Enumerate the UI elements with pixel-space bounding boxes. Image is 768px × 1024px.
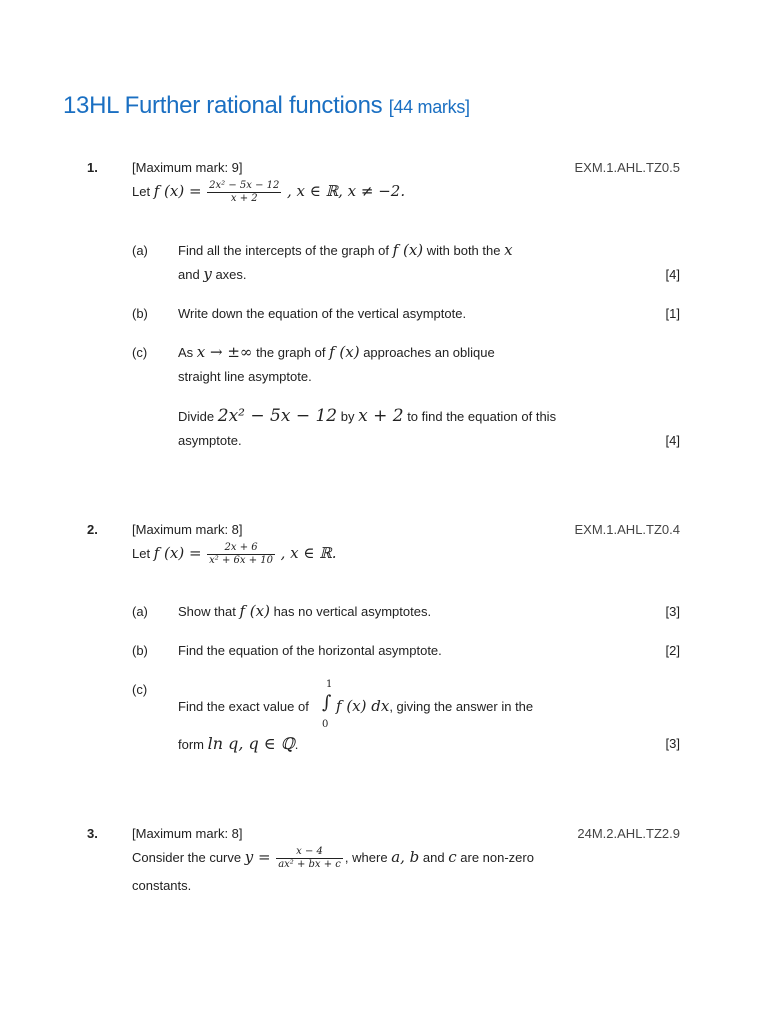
part-1c-line3 — [178, 406, 556, 426]
question-3-max-mark: [Maximum mark: 8] — [132, 826, 243, 841]
math-integrand: f (x) dx — [336, 697, 390, 715]
math-answer-form: ln q, q ∈ ℚ — [207, 734, 295, 753]
question-3-line1 — [132, 846, 534, 871]
intro-domain: , x ∈ ℝ. — [280, 543, 337, 562]
math-y: y — [203, 265, 212, 283]
intro-let: Let — [132, 545, 151, 561]
curve-fraction — [276, 846, 343, 871]
intro-fraction — [207, 180, 281, 205]
question-3-code: 24M.2.AHL.TZ2.9 — [577, 826, 680, 841]
part-2c-line1-rest — [336, 697, 533, 715]
math-fx: f (x) — [392, 241, 424, 259]
part-2c-marks: [3] — [665, 736, 680, 751]
math-c: c — [448, 847, 457, 866]
fraction-numerator: x − 4 — [276, 846, 343, 859]
intro-let: Let — [132, 183, 151, 199]
text: Consider the curve — [132, 849, 242, 865]
intro-fraction — [207, 542, 275, 567]
part-label: (b) — [132, 643, 148, 658]
text: , where — [344, 849, 388, 865]
question-3-line2: constants. — [132, 878, 192, 893]
math-limit: x → ±∞ — [196, 343, 253, 361]
question-1-number: 1. — [87, 160, 98, 175]
text: to find the equation of this — [407, 409, 557, 424]
text: the graph of — [256, 345, 326, 360]
math-fx: f (x) — [239, 602, 270, 620]
math-ab: a, b — [391, 847, 420, 866]
text: by — [340, 409, 355, 424]
math-y: y = — [244, 847, 271, 866]
integral-sign: ∫ — [322, 692, 332, 713]
question-1-max-mark: [Maximum mark: 9] — [132, 160, 243, 175]
part-label: (b) — [132, 306, 148, 321]
question-2-code: EXM.1.AHL.TZ0.4 — [574, 522, 680, 537]
part-label: (c) — [132, 682, 148, 697]
text: Divide — [178, 409, 215, 424]
question-2-max-mark: [Maximum mark: 8] — [132, 522, 243, 537]
text: Show that — [178, 604, 236, 619]
part-label: (a) — [132, 604, 148, 619]
part-2c-line2 — [178, 734, 298, 753]
part-1a-line2 — [178, 265, 247, 283]
part-1b-marks: [1] — [665, 306, 680, 321]
part-1c-line1 — [178, 343, 495, 361]
text: are non-zero — [460, 849, 534, 865]
text: and — [178, 267, 200, 282]
math-divisor: x + 2 — [358, 406, 404, 426]
question-1-code: EXM.1.AHL.TZ0.5 — [574, 160, 680, 175]
part-2a-text — [178, 602, 431, 620]
math-x: x — [504, 241, 513, 259]
integral-lower-limit: 0 — [322, 719, 329, 730]
text: approaches an oblique — [363, 345, 495, 360]
part-2b-text: Find the equation of the horizontal asymptote. — [178, 643, 442, 658]
text: and — [422, 849, 445, 865]
part-1a-marks: [4] — [665, 267, 680, 282]
intro-domain: , x ∈ ℝ, x ≠ −2. — [287, 181, 406, 200]
part-1c-line4: asymptote. — [178, 433, 242, 448]
fraction-numerator: 2x + 6 — [207, 542, 275, 555]
question-3-number: 3. — [87, 826, 98, 841]
title-text: 13HL Further rational functions — [63, 92, 383, 119]
text: axes. — [215, 267, 247, 282]
math-fx: f (x) — [329, 343, 360, 361]
integral-upper-limit: 1 — [326, 679, 333, 690]
text: with both the — [426, 243, 501, 258]
intro-func: f (x) = — [153, 543, 202, 562]
fraction-numerator: 2x² − 5x − 12 — [209, 180, 280, 191]
part-2a-marks: [3] — [665, 604, 680, 619]
part-1c-line2: straight line asymptote. — [178, 369, 312, 384]
question-2-intro — [132, 542, 337, 567]
intro-func: f (x) = — [153, 181, 202, 200]
text: Find all the intercepts of the graph of — [178, 243, 390, 258]
fraction-denominator: x + 2 — [230, 193, 258, 204]
part-1b-text: Write down the equation of the vertical asymptote. — [178, 306, 467, 321]
part-1a-line1 — [178, 241, 513, 259]
part-2c-line1-text: Find the exact value of — [178, 699, 309, 714]
text: , giving the answer in the — [389, 699, 534, 714]
math-dividend: 2x² − 5x − 12 — [217, 406, 338, 426]
text: . — [294, 737, 299, 752]
text: has no vertical asymptotes. — [273, 604, 432, 619]
fraction-denominator: x² + 6x + 10 — [209, 555, 274, 566]
page-title — [63, 92, 470, 120]
fraction-denominator: ax² + bx + c — [278, 859, 341, 870]
part-2b-marks: [2] — [665, 643, 680, 658]
part-label: (a) — [132, 243, 148, 258]
text: form — [178, 737, 204, 752]
part-1c-marks: [4] — [665, 433, 680, 448]
text: As — [178, 345, 194, 360]
question-2-number: 2. — [87, 522, 98, 537]
question-1-intro — [132, 180, 405, 205]
total-marks: [44 marks] — [388, 97, 470, 117]
part-label: (c) — [132, 345, 148, 360]
